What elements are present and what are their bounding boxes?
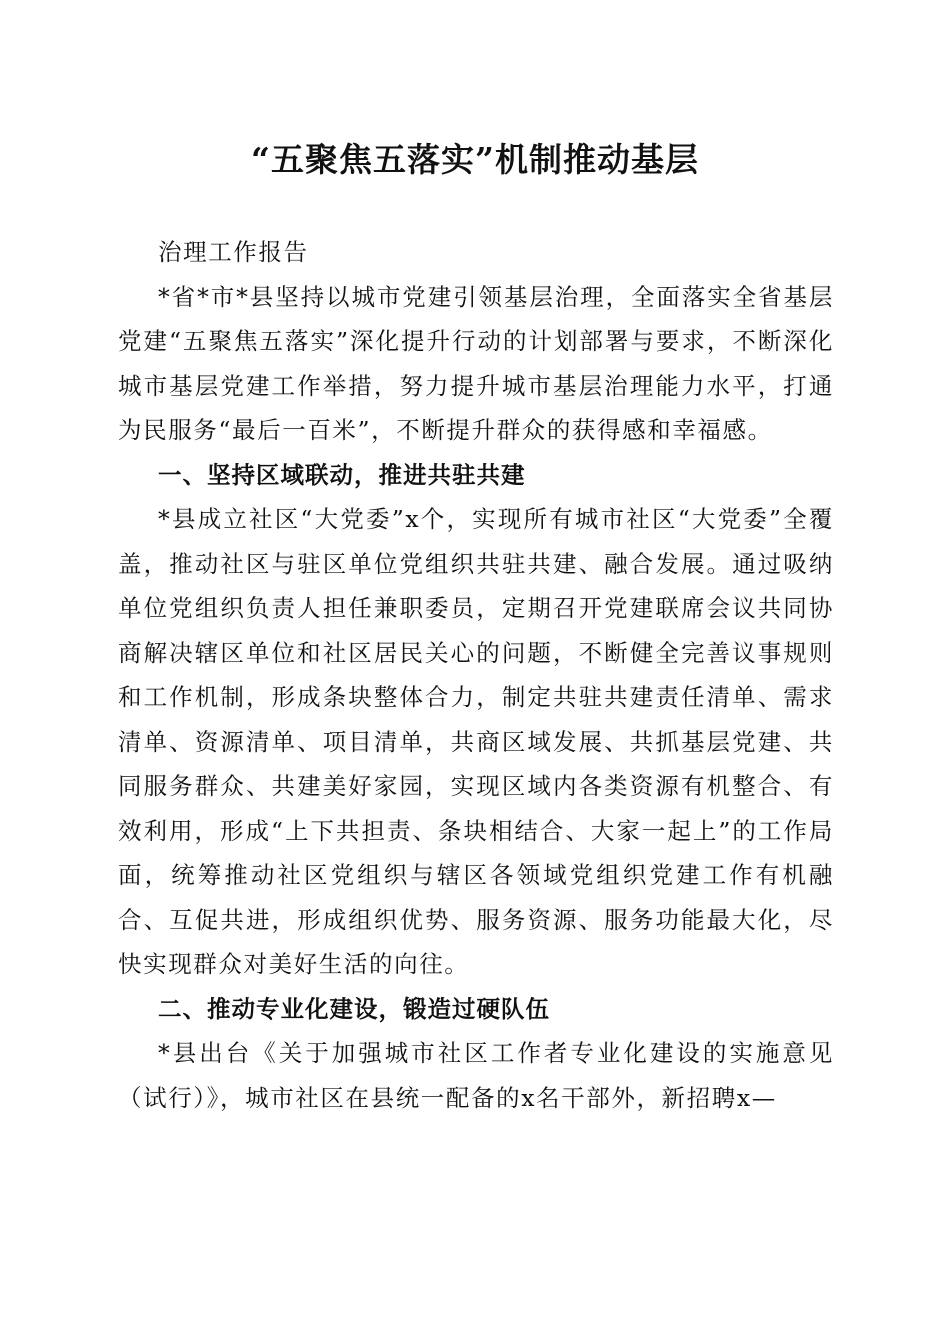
section-paragraph-2: *县出台《关于加强城市社区工作者专业化建设的实施意见（试行）》，城市社区在县统一配备的x名干部外，新招聘x— [118,1039,834,1112]
section-heading-2: 二、推动专业化建设，锻造过硬队伍 [158,994,550,1023]
section-paragraph-1: *县成立社区“大党委”x个，实现所有城市社区“大党委”全覆盖，推动社区与驻区单位党组织共驻共建、融合发展。通过吸纳单位党组织负责人担任兼职委员，定期召开党建联席会议共同协商解决辖区单位和社区居民关心的问题，不断健全完善议事规则和工作机制，形成条块整体合力，制定共驻共建责任清单、需求清单、资源清单、项目清单，共商区域发展、共抓基层党建、共同服务群众、共建美好家园，实现区域内各类资源有机整合、有效利用，形成“上下共担责、条块相结合、大家一起上”的工作局面，统筹推动社区党组织与辖区各领域党组织党建工作有机融合、互促共进，形成组织优势、服务资源、服务功能最大化，尽快实现群众对美好生活的向往。 [118,505,834,978]
document-body [118,230,834,1120]
section-heading-1: 一、坚持区域联动，推进共驻共建 [158,460,526,489]
intro-paragraph: *省*市*县坚持以城市党建引领基层治理，全面落实全省基层党建“五聚焦五落实”深化提升行动的计划部署与要求，不断深化城市基层党建工作举措，努力提升城市基层治理能力水平，打通为民服务“最后一百米”，不断提升群众的获得感和幸福感。 [118,282,834,444]
document-title: “五聚焦五落实”机制推动基层 [251,140,699,179]
document-subtitle: 治理工作报告 [158,238,309,266]
